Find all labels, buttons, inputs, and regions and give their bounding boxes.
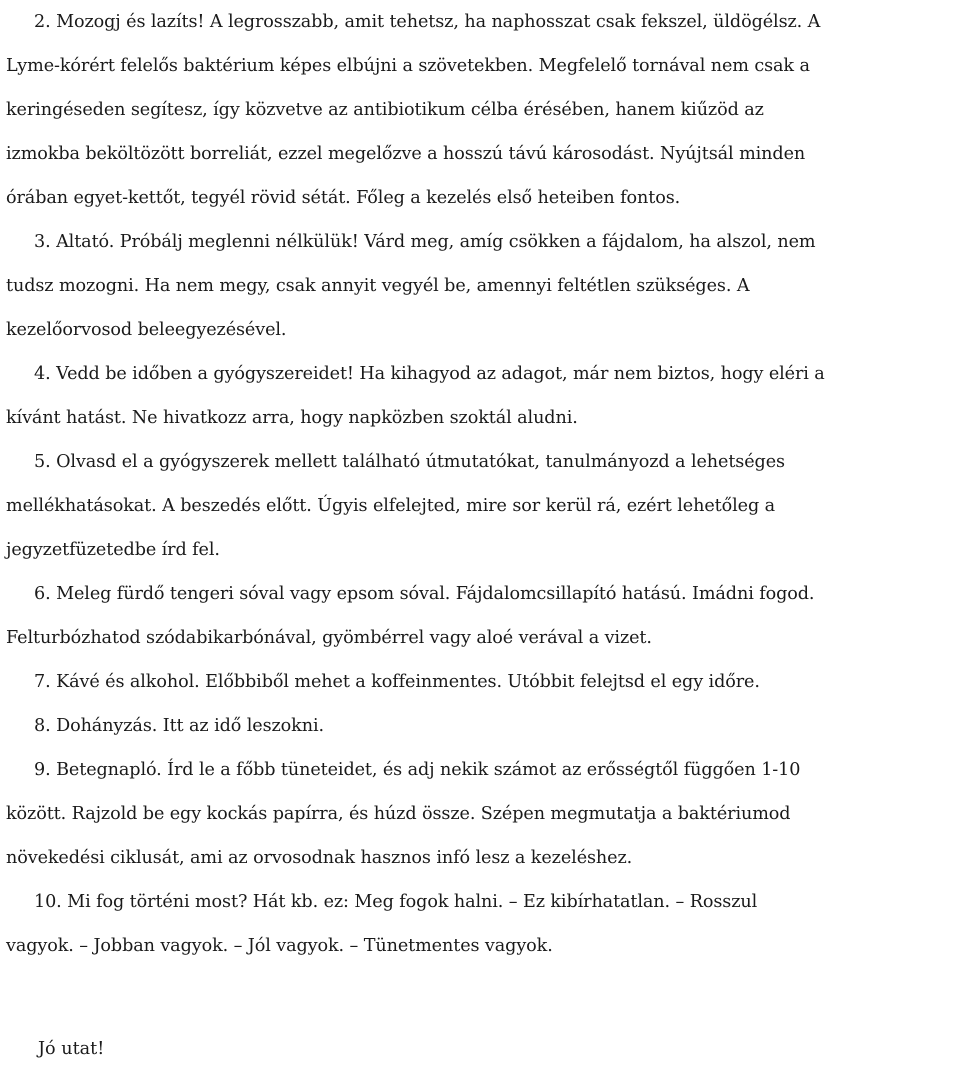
paragraph-5-line-2: Felturbózhatod szódabikarbónával, gyömbérrel vagy aloé verával a vizet. <box>6 628 652 648</box>
paragraph-1-line-1: 2. Mozogj és lazíts! A legrosszabb, amit tehetsz, ha naphosszat csak fekszel, üldögélsz. A <box>34 12 821 32</box>
paragraph-8-line-1: 9. Betegnapló. Írd le a főbb tüneteidet, és adj nekik számot az erősségtől függően 1-10 <box>34 760 801 780</box>
paragraph-4-line-3: jegyzetfüzetedbe írd fel. <box>6 540 220 560</box>
paragraph-1-line-4: izmokba beköltözött borreliát, ezzel megelőzve a hosszú távú károsodást. Nyújtsál minden <box>6 144 806 164</box>
paragraph-9-line-1: 10. Mi fog történi most? Hát kb. ez: Meg fogok halni. – Ez kibírhatatlan. – Rosszul <box>34 892 758 912</box>
paragraph-2-line-3: kezelőorvosod beleegyezésével. <box>6 320 287 340</box>
paragraph-1-line-2: Lyme-kórért felelős baktérium képes elbújni a szövetekben. Megfelelő tornával nem csak a <box>6 56 810 76</box>
paragraph-1-line-3: keringéseden segítesz, így közvetve az antibiotikum célba érésében, hanem kiűzöd az <box>6 100 764 120</box>
paragraph-9-line-2: vagyok. – Jobban vagyok. – Jól vagyok. – Tünetmentes vagyok. <box>6 936 553 956</box>
paragraph-8-line-2: között. Rajzold be egy kockás papírra, és húzd össze. Szépen megmutatja a baktériumod <box>6 804 791 824</box>
paragraph-5-line-1: 6. Meleg fürdő tengeri sóval vagy epsom sóval. Fájdalomcsillapító hatású. Imádni fogod. <box>34 584 815 604</box>
paragraph-7-line-1: 8. Dohányzás. Itt az idő leszokni. <box>34 716 324 736</box>
paragraph-2-line-1: 3. Altató. Próbálj meglenni nélkülük! Várd meg, amíg csökken a fájdalom, ha alszol, nem <box>34 232 816 252</box>
paragraph-4-line-1: 5. Olvasd el a gyógyszerek mellett található útmutatókat, tanulmányozd a lehetséges <box>34 452 785 472</box>
paragraph-4-line-2: mellékhatásokat. A beszedés előtt. Úgyis elfelejted, mire sor kerül rá, ezért lehetőleg a <box>6 496 775 516</box>
paragraph-6-line-1: 7. Kávé és alkohol. Előbbiből mehet a koffeinmentes. Utóbbit felejtsd el egy időre. <box>34 672 760 692</box>
paragraph-8-line-3: növekedési ciklusát, ami az orvosodnak hasznos infó lesz a kezeléshez. <box>6 848 633 868</box>
paragraph-2-line-2: tudsz mozogni. Ha nem megy, csak annyit vegyél be, amennyi feltétlen szükséges. A <box>6 276 750 296</box>
paragraph-3-line-1: 4. Vedd be időben a gyógyszereidet! Ha kihagyod az adagot, már nem biztos, hogy eléri a <box>34 364 825 384</box>
paragraph-1-line-5: órában egyet-kettőt, tegyél rövid sétát. Főleg a kezelés első heteiben fontos. <box>6 188 681 208</box>
paragraph-3-line-2: kívánt hatást. Ne hivatkozz arra, hogy napközben szoktál aludni. <box>6 408 578 428</box>
closing-line: Jó utat! <box>38 1039 105 1059</box>
